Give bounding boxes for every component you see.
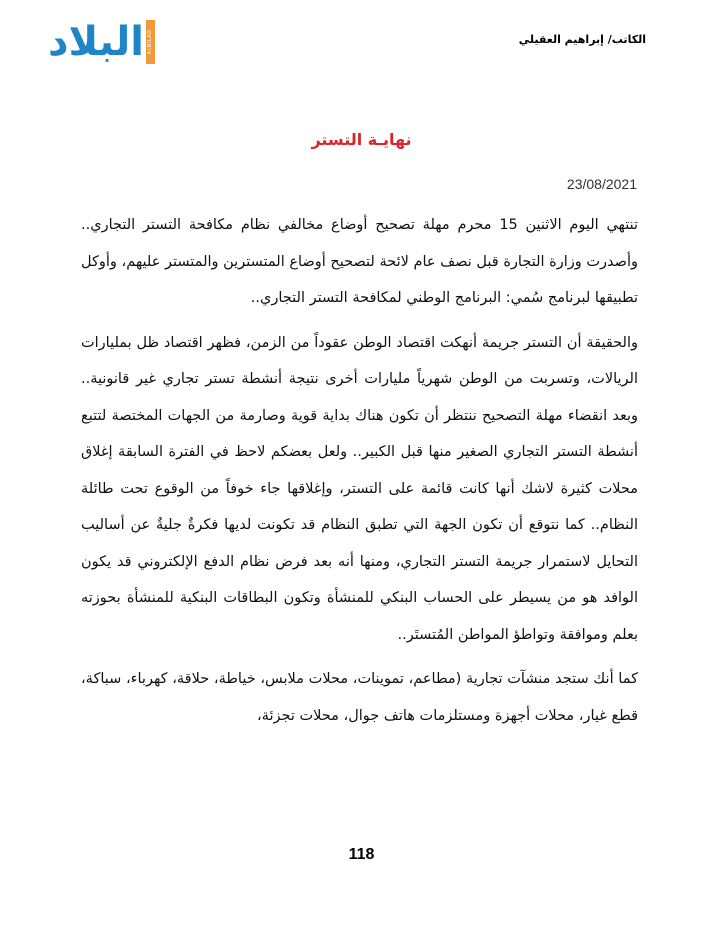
paragraph: كما أنك ستجد منشآت تجارية (مطاعم، تموينات، محلات ملابس، خياطة، حلاقة، كهرباء، سباكة، قطع غيار، محلات أجهزة ومستلزمات هاتف جوال، محلات تجزئة،: [81, 671, 638, 724]
page-number: 118: [348, 846, 375, 863]
paragraph: تنتهي اليوم الاثنين 15 محرم مهلة تصحيح أوضاع مخالفي نظام مكافحة التستر التجاري.. وأصدرت وزارة التجارة قبل نصف عام لائحة لتصحيح أوضاع المتسترين والمتستر عليهم، وأوكل تطبيقها لبرنامج سُمي: البرنامج الوطني لمكافحة التستر التجاري..: [81, 217, 638, 306]
logo: [48, 18, 176, 66]
author-byline: الكاتب/ إبراهيم العقيلي: [518, 33, 646, 46]
article-title: نهايـة التستر: [311, 130, 412, 149]
paragraph: والحقيقة أن التستر جريمة أنهكت اقتصاد الوطن عقوداً من الزمن، فظهر اقتصاد ظل بمليارات الريالات، وتسربت من الوطن شهرياً مليارات أخرى نتيجة أنشطة تستر تجاري غير قانونية.. وبعد انقضاء مهلة التصحيح ننتظر أن تكون هناك بداية قوية وصارمة من الجهات المختصة لتتبع أنشطة التستر التجاري الصغير منها قبل الكبير.. ولعل بعضكم لاحظ في الفترة السابقة إغلاق محلات كثيرة لاشك أنها كانت قائمة على التستر، وإغلاقها جاء خوفاً من الوقوع تحت طائلة النظام.. كما نتوقع أن تكون الجهة التي تطبق النظام قد تكونت لديها فكرةٌ جليةٌ عن أساليب التحايل لاستمرار جريمة التستر التجاري، ومنها أنه بعد فرض نظام الدفع الإلكتروني قد يكون الوافد هو من يسيطر على الحساب البنكي للمنشأة وتكون البطاقات البنكية للمنشأة بحوزته بعلم وموافقة وتواطؤ المواطن المُتستَر..: [81, 334, 638, 643]
logo-accent-bar: [146, 20, 155, 64]
logo-sub-text: ALBILAD: [147, 29, 154, 55]
logo-wordmark: البلاد: [48, 19, 144, 65]
article-body: [81, 207, 638, 742]
article-date: 23/08/2021: [566, 176, 637, 192]
